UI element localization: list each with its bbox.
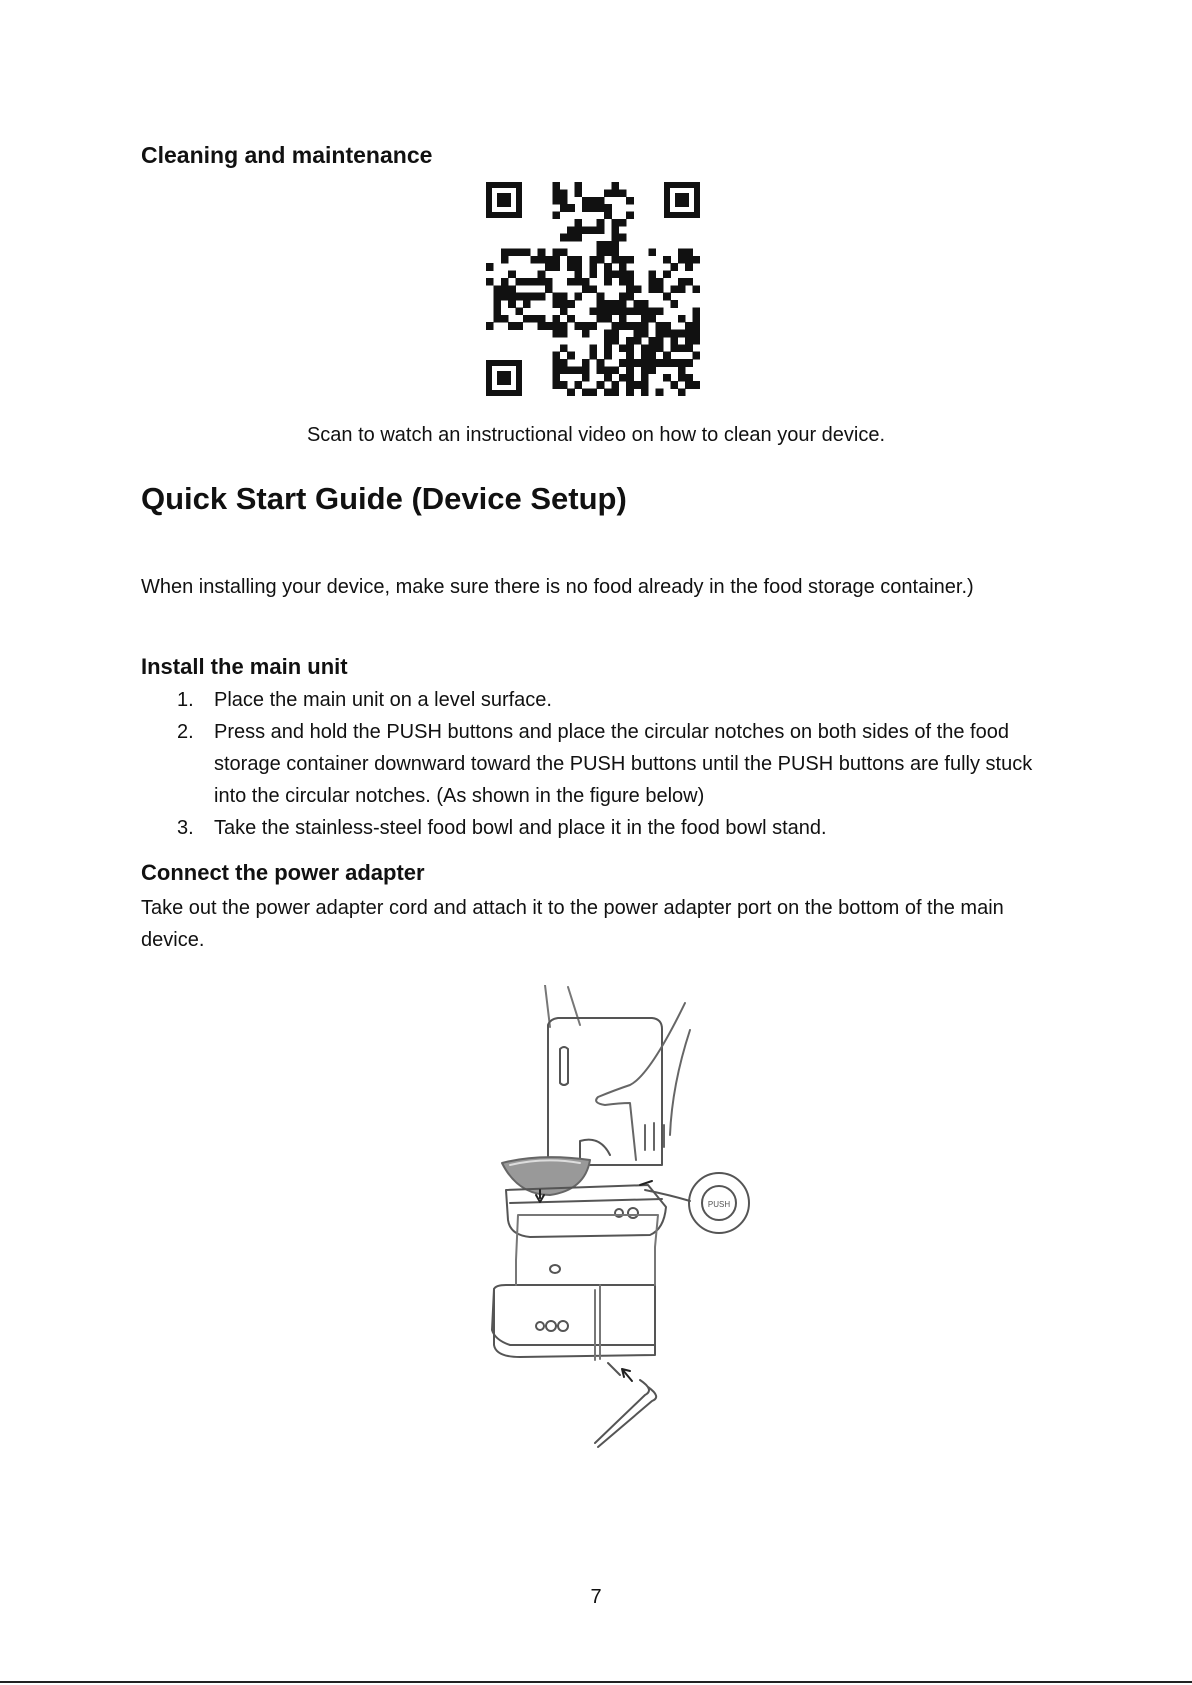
quick-start-heading: Quick Start Guide (Device Setup) [141,481,627,516]
power-heading: Connect the power adapter [141,860,425,885]
qr-code-icon [486,182,700,396]
install-heading: Install the main unit [141,654,348,679]
cleaning-heading: Cleaning and maintenance [141,142,433,168]
bottom-divider [0,1681,1192,1683]
feeder-installation-illustration [440,985,760,1460]
list-item: 1. Place the main unit on a level surface. [177,689,552,711]
list-item: 2. Press and hold the PUSH buttons and place the circular notches on both sides of the food storage container downward toward the PUSH buttons until the PUSH buttons are fully stuck into the circular notches. (As shown in the figure below) [177,721,1033,807]
intro-paragraph: When installing your device, make sure there is no food already in the food storage container.) [141,576,974,598]
list-item: 3. Take the stainless-steel food bowl and place it in the food bowl stand. [177,817,827,839]
install-steps-list [141,684,1061,844]
page-number: 7 [590,1586,602,1608]
push-label: PUSH [707,1200,731,1209]
power-paragraph: Take out the power adapter cord and attach it to the power adapter port on the bottom of the main device. [141,897,1004,951]
qr-caption: Scan to watch an instructional video on how to clean your device. [306,424,886,446]
base-unit [494,1285,655,1357]
